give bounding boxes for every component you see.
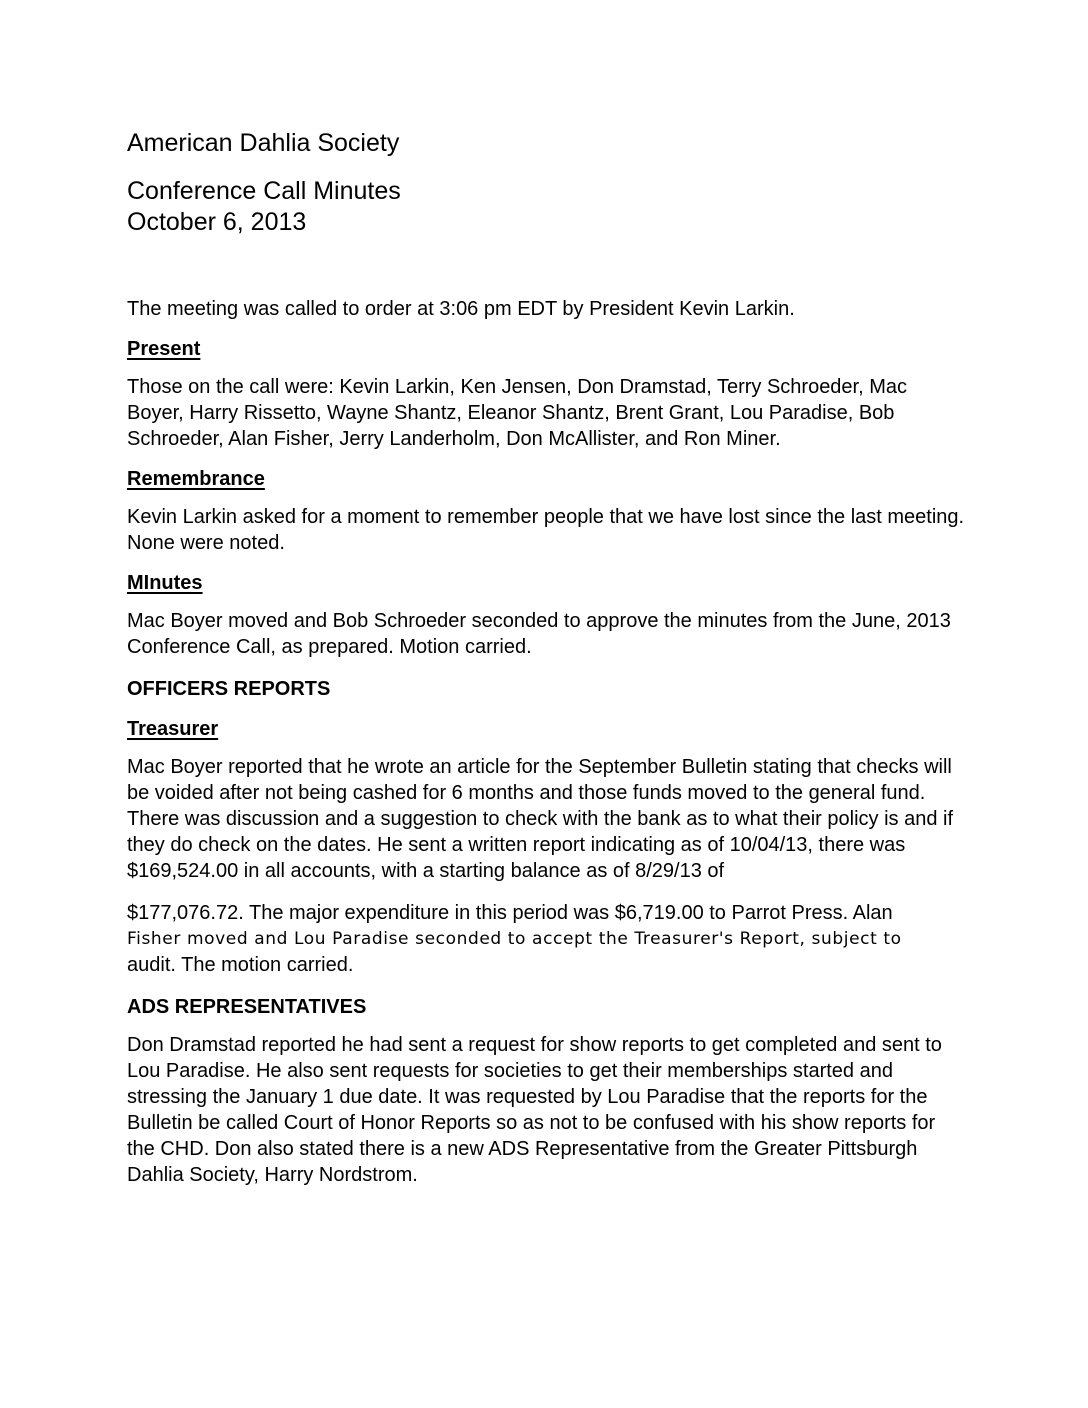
treasurer-text-line-2a: $177,076.72. The major expenditure in this period was $6,719.00 to Parrot Press. Alan (127, 902, 893, 924)
minutes-body (127, 296, 967, 1188)
minutes-heading: MInutes (127, 572, 203, 594)
treasurer-text-line-2b: Fisher moved and Lou Paradise seconded to accept the Treasurer's Report, subject to (127, 929, 902, 949)
meeting-date: October 6, 2013 (127, 208, 307, 236)
remembrance-heading: Remembrance (127, 468, 265, 490)
treasurer-heading: Treasurer (127, 718, 219, 740)
treasurer-text-part-1: Mac Boyer reported that he wrote an article for the September Bulletin stating that checks will be voided after not being cashed for 6 months and those funds moved to the general fund. There was discussion and a suggestion to check with the bank as to what their policy is and if they do check on the dates. He sent a written report indicating as of 10/04/13, there was $169,524.00 in all accounts, with a starting balance as of 8/29/13 of (127, 756, 954, 882)
officers-reports-heading: OFFICERS REPORTS (127, 678, 331, 700)
treasurer-text-line-2c: audit. The motion carried. (127, 954, 354, 976)
present-heading: Present (127, 338, 201, 360)
ads-representatives-text: Don Dramstad reported he had sent a request for show reports to get completed and sent to Lou Paradise. He also sent requests for societies to get their memberships started and stressing the January 1 due date. It was requested by Lou Paradise that the reports for the Bulletin be called Court of Honor Reports so as not to be confused with his show reports for the CHD. Don also stated there is a new ADS Representative from the Greater Pittsburgh Dahlia Society, Harry Nordstrom. (127, 1034, 942, 1186)
organization-name: American Dahlia Society (127, 129, 400, 157)
remembrance-text: Kevin Larkin asked for a moment to remember people that we have lost since the last meeting. None were noted. (127, 506, 965, 554)
ads-representatives-heading: ADS REPRESENTATIVES (127, 996, 367, 1018)
present-text: Those on the call were: Kevin Larkin, Ken Jensen, Don Dramstad, Terry Schroeder, Mac Boyer, Harry Rissetto, Wayne Shantz, Eleanor Shantz, Brent Grant, Lou Paradise, Bob Schroeder, Alan Fisher, Jerry Landerholm, Don McAllister, and Ron Miner. (127, 376, 908, 450)
opening-statement: The meeting was called to order at 3:06 pm EDT by President Kevin Larkin. (127, 298, 795, 320)
minutes-text: Mac Boyer moved and Bob Schroeder seconded to approve the minutes from the June, 2013 Conference Call, as prepared. Motion carried. (127, 610, 951, 658)
document-title: Conference Call Minutes (127, 177, 401, 205)
